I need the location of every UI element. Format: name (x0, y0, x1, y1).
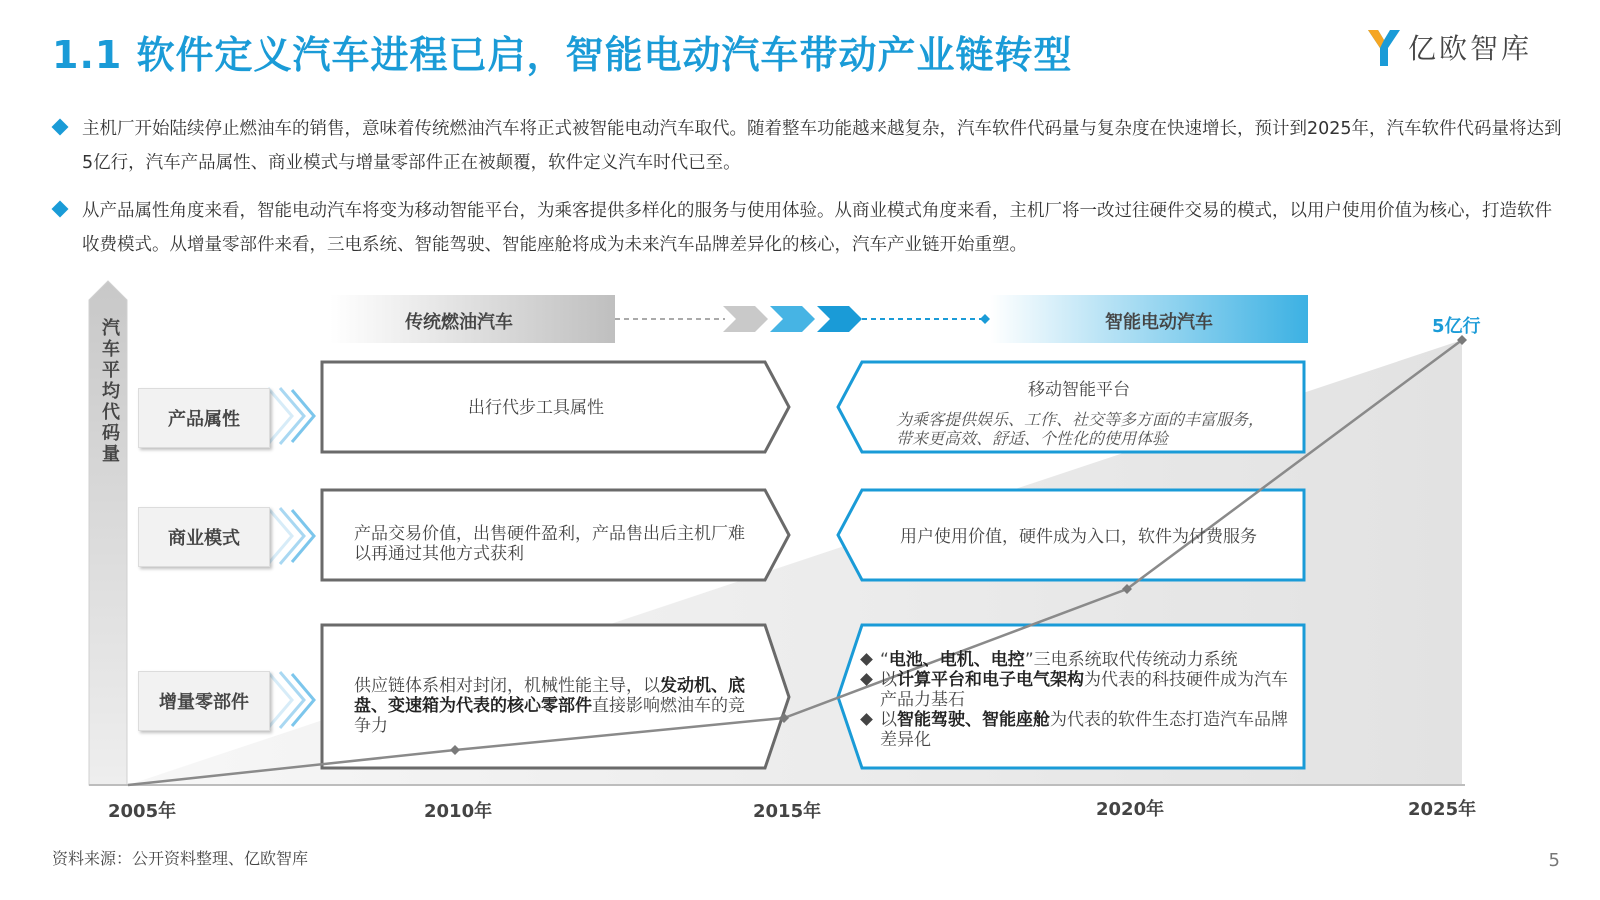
traditional-parts-text (354, 676, 764, 736)
end-value-label: 5亿行 (1432, 316, 1481, 337)
page-title: 1.1 软件定义汽车进程已启，智能电动汽车带动产业链转型 (52, 33, 1073, 77)
year-label: 2015年 (753, 801, 822, 822)
page-number: 5 (1548, 850, 1560, 871)
diamond-bullet-icon (860, 673, 873, 686)
text-span: 差异化 (880, 730, 931, 750)
y-axis-label: 汽车平均代码量 (102, 318, 120, 465)
ev-parts-item (860, 650, 1300, 670)
traditional-business-line: 产品交易价值，出售硬件盈利，产品售出后主机厂难 (354, 524, 745, 544)
ev-parts-item (860, 710, 1300, 750)
text-span: 产品力基石 (880, 690, 965, 710)
bullet-text: 主机厂开始陆续停止燃油车的销售，意味着传统燃油汽车将正式被智能电动汽车取代。随着整车功能越来越复杂，汽车软件代码量与复杂度在快速增长，预计到2025年，汽车软件代码量将达到5亿行，汽车产品属性、商业模式与增量零部件正在被颠覆，软件定义汽车时代已至。 (82, 119, 1562, 173)
diamond-bullet-icon (860, 653, 873, 666)
text-span: 以 (880, 710, 897, 730)
ev-parts-item (860, 670, 1300, 710)
bold-span: 盘、变速箱为代表的核心零部件 (354, 696, 592, 716)
traditional-business-line: 以再通过其他方式获利 (354, 544, 524, 564)
text-span: 争力 (354, 716, 388, 736)
text-span: “ (880, 650, 889, 670)
bold-span: 计算平台和电子电气架构 (897, 670, 1084, 690)
year-label: 2025年 (1408, 799, 1477, 820)
text-span: 为代表的科技硬件成为汽车 (1084, 670, 1288, 690)
chevron-blue-icon (770, 306, 815, 332)
source-note: 资料来源：公开资料整理、亿欧智库 (52, 849, 309, 868)
bold-span: 智能驾驶、智能座舱 (897, 710, 1050, 730)
ev-business-text: 用户使用价值，硬件成为入口，软件为付费服务 (900, 527, 1257, 547)
row-arrow-icon (268, 388, 314, 444)
bold-span: 发动机、底 (660, 676, 745, 696)
row-label-product: 产品属性 (138, 388, 270, 448)
year-label: 2020年 (1096, 799, 1165, 820)
text-span: ”三电系统取代传统动力系统 (1024, 650, 1238, 670)
ev-parts-list (860, 650, 1300, 750)
ev-product-sub-line: 为乘客提供娱乐、工作、社交等多方面的丰富服务， (896, 410, 1265, 429)
text-span: 直接影响燃油车的竞 (592, 696, 745, 716)
ev-product-sub (896, 410, 1264, 448)
year-label: 2010年 (424, 801, 493, 822)
header-traditional-label: 传统燃油汽车 (405, 312, 513, 333)
row-label-parts: 增量零部件 (138, 671, 270, 731)
diamond-marker-icon (980, 314, 990, 324)
bold-span: 电池、电机、电控 (888, 650, 1025, 670)
diamond-bullet-icon (860, 713, 873, 726)
text-span: 供应链体系相对封闭，机械性能主导，以 (354, 676, 660, 696)
text-span: 为代表的软件生态打造汽车品牌 (1050, 710, 1288, 730)
row-arrow-icon (268, 672, 314, 728)
year-label: 2005年 (108, 801, 177, 822)
traditional-business-text (354, 524, 745, 564)
ev-product-sub-line: 带来更高效、舒适、个性化的使用体验 (896, 429, 1169, 448)
traditional-product-text: 出行代步工具属性 (468, 398, 604, 418)
ev-product-title: 移动智能平台 (1028, 380, 1130, 400)
chevron-blue-dark-icon (817, 306, 862, 332)
header-ev-label: 智能电动汽车 (1105, 312, 1213, 333)
row-label-business: 商业模式 (138, 507, 270, 567)
row-arrow-icon (268, 508, 314, 564)
logo-text: 亿欧智库 (1407, 32, 1532, 65)
chevron-gray-icon (723, 306, 768, 332)
text-span: 以 (880, 670, 897, 690)
bullet-text: 从产品属性角度来看，智能电动汽车将变为移动智能平台，为乘客提供多样化的服务与使用体验。从商业模式角度来看，主机厂将一改过往硬件交易的模式，以用户使用价值为核心，打造软件收费模式。从增量零部件来看，三电系统、智能驾驶、智能座舱将成为未来汽车品牌差异化的核心，汽车产业链开始重塑。 (82, 201, 1552, 255)
